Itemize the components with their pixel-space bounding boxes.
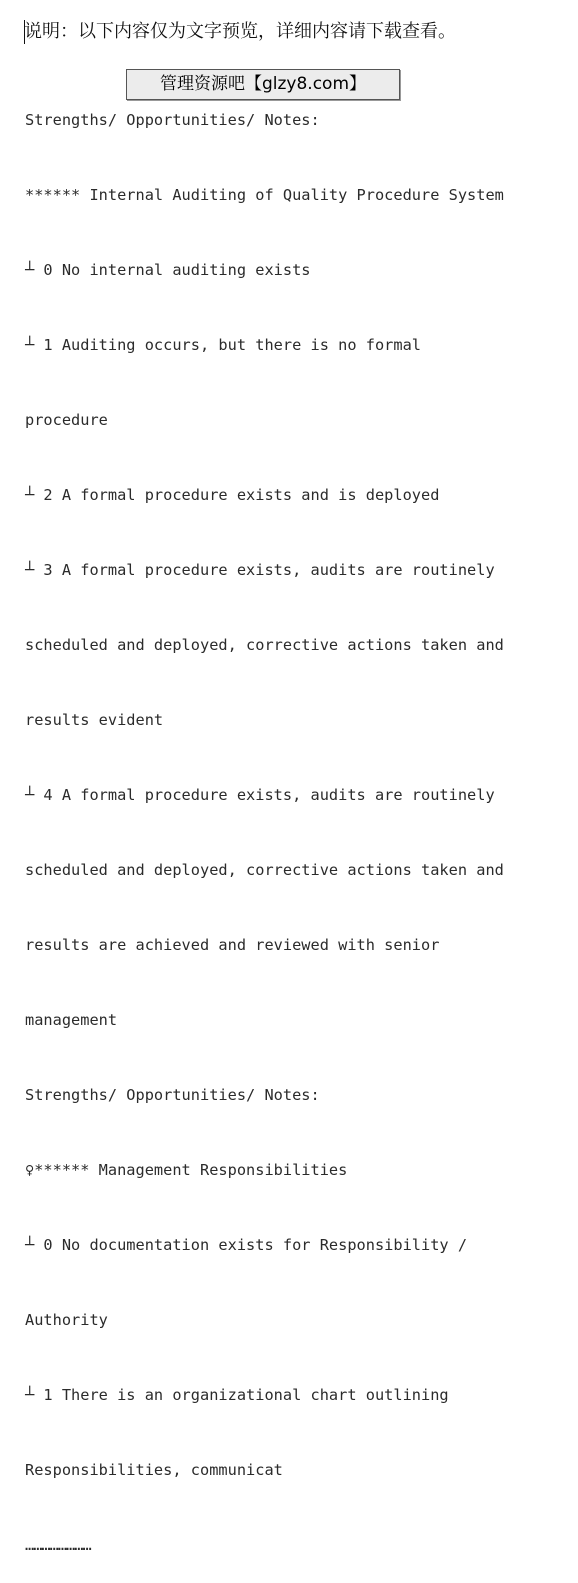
rating-option-line: scheduled and deployed, corrective actions taken and xyxy=(25,861,504,879)
rating-option-line: results are achieved and reviewed with senior xyxy=(25,936,440,954)
rating-option-line: ┴ 1 Auditing occurs, but there is no formal xyxy=(25,336,422,354)
rating-option-line: scheduled and deployed, corrective actions taken and xyxy=(25,636,504,654)
rating-option-line: management xyxy=(25,1011,118,1029)
truncation-ellipsis: …………………… xyxy=(25,1536,91,1554)
rating-option-line: ┴ 3 A formal procedure exists, audits are routinely xyxy=(25,561,495,579)
section-heading-internal-auditing: ****** Internal Auditing of Quality Procedure System xyxy=(25,186,504,204)
document-preview-body xyxy=(25,58,570,1583)
notes-heading: Strengths/ Opportunities/ Notes: xyxy=(25,1086,320,1104)
rating-option-line: ┴ 0 No documentation exists for Responsibility / xyxy=(25,1236,468,1254)
site-watermark-label: 管理资源吧【glzy8.com】 xyxy=(126,69,400,100)
rating-option-line: ┴ 2 A formal procedure exists and is deployed xyxy=(25,486,440,504)
rating-option-line: Responsibilities, communicat xyxy=(25,1461,283,1479)
rating-option-line: procedure xyxy=(25,411,108,429)
preview-notice: 说明：以下内容仅为文字预览，详细内容请下载查看。 xyxy=(24,21,456,42)
rating-option-line: ┴ 4 A formal procedure exists, audits are routinely xyxy=(25,786,495,804)
rating-option-line: Authority xyxy=(25,1311,108,1329)
rating-option-line: results evident xyxy=(25,711,164,729)
section-heading-management-responsibilities: ♀****** Management Responsibilities xyxy=(25,1161,348,1179)
notes-heading: Strengths/ Opportunities/ Notes: xyxy=(25,111,320,129)
rating-option-line: ┴ 1 There is an organizational chart outlining xyxy=(25,1386,449,1404)
rating-option-line: ┴ 0 No internal auditing exists xyxy=(25,261,311,279)
